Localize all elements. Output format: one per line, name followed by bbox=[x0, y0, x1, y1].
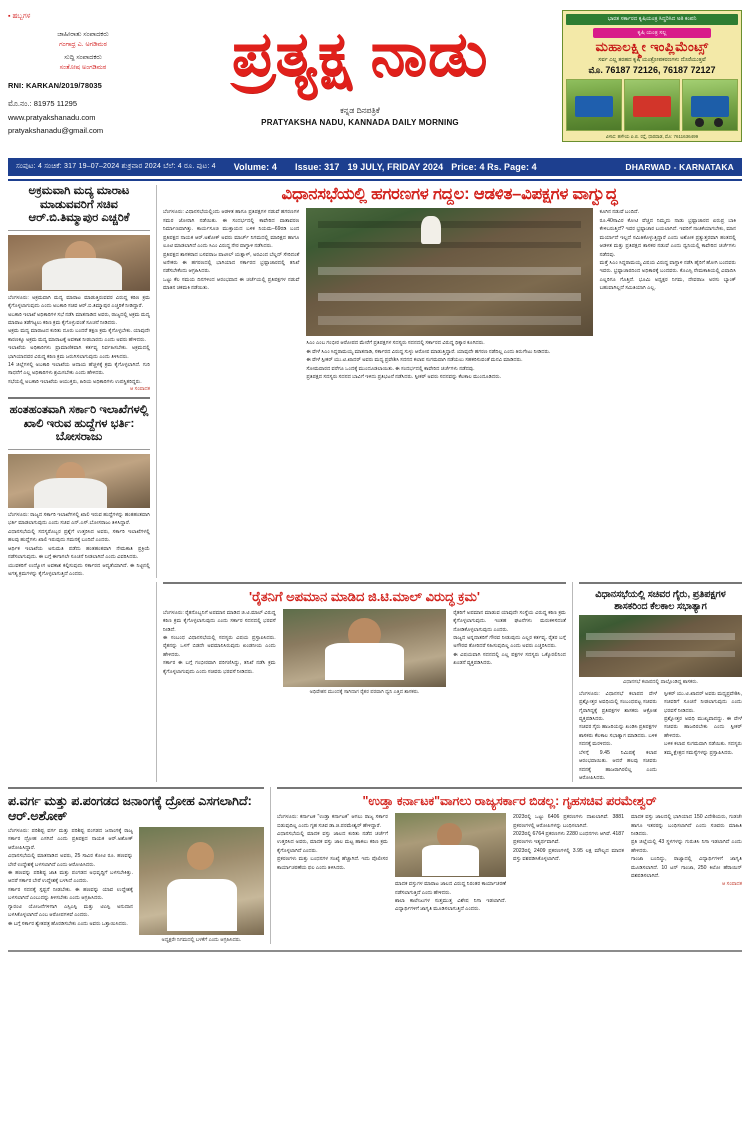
udta-c2-p2: ಶಾಲಾ ಕಾಲೇಜುಗಳ ಸುತ್ತಮುತ್ತ ವಿಶೇಷ ನಿಗಾ ಇಡಲಾಗಿದೆ. ವಿದ್ಯಾರ್ಥಿಗಳಿಗೆ ಜಾಗೃತಿ ಮೂಡಿಸಲಾಗುತ್ತಿದೆ ಎಂದರು. bbox=[395, 898, 506, 913]
strip-date: 19 JULY, FRIDAY 2024 bbox=[347, 162, 444, 172]
speaker-photo bbox=[283, 609, 447, 687]
gt-c1-p1: ಬೆಂಗಳೂರು: ರೈತನೊಬ್ಬನಿಗೆ ಅಪಮಾನ ಮಾಡಿದ ಜಿ.ಟಿ.ಮಾಲ್ ವಿರುದ್ಧ ಕಠಿಣ ಕ್ರಮ ಕೈಗೊಳ್ಳಲಾಗುವುದು ಎಂದು ಸರ್ಕಾರ ಸದನದಲ್ಲಿ ಭರವಸೆ ನೀಡಿದೆ. bbox=[163, 609, 276, 633]
divider bbox=[163, 582, 566, 584]
left-story1-p4: ಇಲಾಖೆಯ ಅಧಿಕಾರಿಗಳು ಪ್ರಾಮಾಣಿಕವಾಗಿ ಕರ್ತವ್ಯ ನಿರ್ವಹಿಸಬೇಕು. ಅಕ್ರಮದಲ್ಲಿ ಭಾಗಿಯಾದವರ ವಿರುದ್ಧ ಕಠಿಣ ಕ್ರಮ ಜರುಗಿಸಲಾಗುವುದು ಎಂದು ತಿಳಿಸಿದರು. bbox=[8, 345, 150, 360]
gt-mall-columns bbox=[163, 609, 566, 696]
ashok-c2-p1: ಸರ್ಕಾರ ಸದನಕ್ಕೆ ಸ್ಪಷ್ಟನೆ ನೀಡಬೇಕು. ಈ ಹಣವನ್ನು ಯಾವ ಉದ್ದೇಶಕ್ಕೆ ಬಳಸಲಾಗಿದೆ ಎಂಬುದನ್ನು ತಿಳಿಸಬೇಕು ಎಂದು ಆಗ್ರಹಿಸಿದರು. bbox=[8, 886, 133, 902]
masthead-left-info bbox=[8, 6, 158, 137]
ashok-c1-p2: ವಿಧಾನಸಭೆಯಲ್ಲಿ ಮಾತನಾಡಿದ ಅವರು, 25 ಸಾವಿರ ಕೋಟಿ ರೂ. ಹಣವನ್ನು ಬೇರೆ ಉದ್ದೇಶಕ್ಕೆ ಬಳಸಲಾಗಿದೆ ಎಂದು ಆರೋಪಿಸಿದರು. bbox=[8, 853, 133, 868]
abs-c1-p2: ಸಚಿವರ ಗೈರು ಹಾಜರಿಯನ್ನು ಖಂಡಿಸಿ ಪ್ರತಿಪಕ್ಷಗಳ ಶಾಸಕರು ಕೆಲಕಾಲ ಸಭಾತ್ಯಾಗ ಮಾಡಿದರು. ಬಳಿಕ ಸದನಕ್ಕೆ ಮರಳಿದರು. bbox=[579, 724, 657, 748]
row-one bbox=[8, 185, 742, 578]
udta-c4-p3: ಗಾಂಜಾ ಬಂದಿದ್ದು, ರಾಜ್ಯಾದಲ್ಲಿ ವಿದ್ಯಾರ್ಥಿಗಳಿಗೆ ಜಾಗೃತಿ ಮೂಡಿಸಲಾಗಿದೆ. 10 ಟನ್ ಗಾಂಜಾ, 250 ಕಿಲೋ ಹೆರಾಯಿನ್ ವಶಪಡಿಸಲಾಗಿದೆ. bbox=[631, 856, 742, 880]
lead-c2-p1: ಸಿಎಂ ಎಂಬ ಗಂಭೀರ ಆರೋಪದ ಮೇರೆಗೆ ಪ್ರತಿಪಕ್ಷಗಳ ಸದಸ್ಯರು ಸದನದಲ್ಲಿ ಸರ್ಕಾರದ ವಿರುದ್ಧ ಧಿಕ್ಕಾರ ಕೂಗಿದರು. bbox=[306, 340, 485, 347]
udta-col-1 bbox=[277, 813, 388, 914]
abs-c2-p2: ಪ್ರಶ್ನೋತ್ತರ ಅವಧಿ ಮುಖ್ಯವಾದದ್ದು. ಈ ವೇಳೆ ಸಚಿವರು ಹಾಜರಿರಬೇಕು ಎಂದು ಸ್ಪೀಕರ್ ಹೇಳಿದರು. bbox=[664, 716, 742, 739]
ad-image-trailer bbox=[682, 79, 738, 131]
gt-c2-p1: ರೈತರಿಗೆ ಅಪಮಾನ ಮಾಡುವ ಯಾವುದೇ ಸಂಸ್ಥೆಯ ವಿರುದ್ಧ ಕಠಿಣ ಕ್ರಮ ಕೈಗೊಳ್ಳಲಾಗುವುದು. ಇಂತಹ ಘಟನೆಗಳು ಮರುಕಳಿಸದಂತೆ ನೋಡಿಕೊಳ್ಳಲಾಗುವುದು ಎಂದರು. bbox=[453, 609, 566, 633]
lead-photo-column bbox=[306, 208, 592, 381]
lead-c4-p2: ರೂ.40ಸಾವಿರ ಕೋಟಿ ವೆಚ್ಚದ ನಿಮ್ಮದು ನಾಡು ಭ್ರಷ್ಟಾಚಾರದ ಏರುಪ್ರ ಬಾಕಿ ಕೇಳಿಬರುತ್ತಿದೆ? ಇವರ ಭ್ರಷ್ಟಾಚಾರ ಬಯಲಾಗಿದೆ. ಇವರಿಗೆ ನಾಚಿಕೆಯಾಗಬೇಕು, ಮಾನ ಮರ್ಯಾದೆ ಇಲ್ಲದೆ ಸಮಿತಿಕೊಳ್ಳುತ್ತಿದ್ದಾರೆ ಎಂದು ಅಶೋಕ ಪ್ರತ್ಯುತ್ತರವಾಗಿ ಹಂತದಲ್ಲಿ ಆಡಳಿತ ಮತ್ತು ಪ್ರತಿಪಕ್ಷದ ಶಾಸಕರ ನಡುವೆ ಎಂದು ಧ್ವನಿಯಲ್ಲಿ ಕಾವೇರಿದ ಚರ್ಚೆಗಳು ನಡೆದವು. bbox=[599, 217, 736, 258]
lead-c2-p3: ಈ ವೇಳೆ ಸ್ಪೀಕರ್ ಯು.ಟಿ.ಖಾದರ್ ಅವರು ಮಧ್ಯ ಪ್ರವೇಶಿಸಿ ಸದನದ ಕಲಾಪ ಸುಗಮವಾಗಿ ನಡೆಯಲು ಸಹಕರಿಸುವಂತೆ ಮನವಿ ಮಾಡಿದರು. bbox=[306, 357, 523, 364]
left-story2-photo bbox=[8, 454, 150, 508]
masthead-bullet: ▪ ಹಬ್ಬಗಳ bbox=[8, 13, 31, 20]
left-story2-p4: ಯುವಕರಿಗೆ ಉದ್ಯೋಗ ಅವಕಾಶ ಕಲ್ಪಿಸುವುದು ಸರ್ಕಾರದ ಆದ್ಯತೆಯಾಗಿದೆ. ಈ ನಿಟ್ಟಿನಲ್ಲಿ ಅಗತ್ಯ ಕ್ರಮಗಳನ್ನು ಕೈಗೊಳ್ಳಲಾಗುತ್ತಿದೆ ಎಂದರು. bbox=[8, 562, 150, 577]
footer-rule bbox=[8, 950, 742, 952]
lead-c3-p2: ಪ್ರತಿಪಕ್ಷದ ಸದಸ್ಯರು ಸದನದ ಬಾವಿಗೆ ಇಳಿದು ಪ್ರತಿಭಟನೆ ನಡೆಸಿದರು. ಸ್ಪೀಕರ್ ಅವರು ಸದನವನ್ನು ಕೆಲಕಾಲ ಮುಂದೂಡಿದರು. bbox=[306, 374, 502, 381]
ad-address: ವಿಳಾಸ: ಹಳೇಯ ಪಿ.ಬಿ. ರಸ್ತೆ, ಧಾರವಾಡ, ಮೊ: 7611636499 bbox=[605, 133, 699, 139]
email-link[interactable]: pratyakshanadu@gmail.com bbox=[8, 125, 104, 135]
udta-story bbox=[270, 787, 742, 944]
tagline-english: PRATYAKSHA NADU, KANNADA DAILY MORNING bbox=[261, 118, 459, 127]
absence-columns bbox=[579, 690, 742, 783]
ad-top-banner: ಭಾರತ ಸರ್ಕಾರದ ಕೃಷಿಯಂತ್ರ ಸಿದ್ಧರಿಸಿದ ಅತಿ ಕಂಪನಿ bbox=[566, 14, 738, 25]
masthead-contact bbox=[8, 97, 158, 136]
ad-box bbox=[562, 10, 742, 142]
udta-col-4 bbox=[631, 813, 742, 914]
abs-c2-p1: ಸ್ಪೀಕರ್ ಯು.ಟಿ.ಖಾದರ್ ಅವರು ಮಧ್ಯಪ್ರವೇಶಿಸಿ, ಸಚಿವರಿಗೆ ಸೂಚನೆ ನೀಡಲಾಗುವುದು ಎಂದು ಭರವಸೆ ನೀಡಿದರು. bbox=[664, 690, 742, 714]
news-editor-name: ಸಂತೋಷ ಅಂಗಡಿಮಠ bbox=[59, 64, 107, 72]
divider bbox=[8, 397, 150, 399]
ad-image-rotavator bbox=[624, 79, 680, 131]
left-story1-p2: ಅಬಕಾರಿ ಇಲಾಖೆ ಅಧಿಕಾರಿಗಳ ಸಭೆ ನಡೆಸಿ ಮಾತನಾಡಿದ ಅವರು, ರಾಜ್ಯದಲ್ಲಿ ಅಕ್ರಮ ಮದ್ಯ ಮಾರಾಟ ತಡೆಗಟ್ಟಲು ಕಠಿಣ ಕ್ರಮ ಕೈಗೊಳ್ಳುವಂತೆ ಸೂಚನೆ ನೀಡಿದರು. bbox=[8, 311, 150, 326]
minister-photo bbox=[395, 813, 506, 877]
gt-mall-caption: ಅಧಿವೇಶನ ಮುಂದಕ್ಕೆ ಸಾಗಿದಾಗ ರೈತರ ಪರವಾಗಿ ಧ್ವನಿ ಎತ್ತಿದ ಶಾಸಕರು. bbox=[309, 688, 420, 695]
row-three bbox=[8, 787, 742, 944]
left-story1-p6: ಸಭೆಯಲ್ಲಿ ಅಬಕಾರಿ ಇಲಾಖೆಯ ಆಯುಕ್ತರು, ಹಿರಿಯ ಅಧಿಕಾರಿಗಳು ಉಪಸ್ಥಿತರಿದ್ದರು. bbox=[8, 378, 142, 385]
ad-description: ಸರ್ವ ಎಲ್ಲ ತರಹದ ಕೃಷಿ ಯಂತ್ರೋಪಕರಣಗಳು ದೊರೆಯುತ್ತವೆ bbox=[598, 56, 706, 63]
news-editor-label: ಸುದ್ದಿ ಸಂಪಾದಕರು bbox=[64, 54, 102, 62]
gt-c2-p3: ಈ ವಿಷಯವಾಗಿ ಸದನದಲ್ಲಿ ಎಲ್ಲ ಪಕ್ಷಗಳ ಸದಸ್ಯರು ಒಕ್ಕೊರಲಿನಿಂದ ಖಂಡನೆ ವ್ಯಕ್ತಪಡಿಸಿದರು. bbox=[453, 651, 566, 667]
ashok-c1-p1: ಬೆಂಗಳೂರು: ಪರಿಶಿಷ್ಟ ವರ್ಗ ಮತ್ತು ಪರಿಶಿಷ್ಟ ಪಂಗಡದ ಜನಾಂಗಕ್ಕೆ ರಾಜ್ಯ ಸರ್ಕಾರ ದ್ರೋಹ ಎಸಗಿದೆ ಎಂದು ಪ್ರತಿಪಕ್ಷದ ನಾಯಕ ಆರ್.ಅಶೋಕ್ ಆರೋಪಿಸಿದ್ದಾರೆ. bbox=[8, 827, 133, 851]
masthead-editors bbox=[8, 30, 158, 73]
ashok-photo-column bbox=[139, 827, 264, 944]
lead-c2-p2: ಈ ವೇಳೆ ಸಿಎಂ ಸಿದ್ದರಾಮಯ್ಯ ಮಾತನಾಡಿ, ಸರ್ಕಾರದ ವಿರುದ್ಧ ಸುಳ್ಳು ಆರೋಪ ಮಾಡುತ್ತಿದ್ದಾರೆ. ಯಾವುದೇ ಹಗರಣ ನಡೆದಿಲ್ಲ ಎಂದು ತಿರುಗೇಟು ನೀಡಿದರು. bbox=[306, 348, 551, 355]
lead-story bbox=[156, 185, 742, 578]
gt-mall-story bbox=[156, 582, 572, 782]
udta-headline: "ಉಡ್ತಾ ಕರ್ನಾಟಕ"ವಾಗಲು ರಾಜ್ಯಸರ್ಕಾರ ಬಿಡಲ್ಲ: ಗೃಹಸಚಿವ ಪರಮೇಶ್ವರ್ bbox=[362, 794, 657, 809]
left-story1-signature: ಆ ಸಂಪಾದಕ bbox=[129, 386, 150, 393]
absence-photo bbox=[579, 615, 742, 677]
top-rule bbox=[8, 179, 742, 181]
divider bbox=[579, 582, 742, 584]
strip-volume: Volume: 4 bbox=[233, 162, 277, 172]
row-two bbox=[8, 582, 742, 782]
ashok-photo bbox=[139, 827, 264, 935]
newspaper-logo: ಪ್ರತ್ಯಕ್ಷ ನಾಡು bbox=[231, 20, 489, 89]
ad-title: ಮಹಾಲಕ್ಷ್ಮೀ ಇಂಪ್ಲಿಮೆಂಟ್ಸ್ bbox=[595, 39, 709, 54]
gt-col-1 bbox=[163, 609, 276, 696]
masthead-logo-area bbox=[158, 6, 562, 127]
lead-story-columns bbox=[163, 208, 736, 381]
gt-photo-column bbox=[283, 609, 447, 696]
ashok-story bbox=[8, 787, 270, 944]
lead-c3-p1: ಸೋಮವಾರದ ವರೆಗೂ ಒಂದಕ್ಕೆ ಮುಂದೂಡಲಾಯಿತು. ಈ ಸಂದರ್ಭದಲ್ಲಿ ಕಾವೇರಿದ ಚರ್ಚೆಗಳು ನಡೆದವು. bbox=[306, 365, 475, 372]
ashok-columns bbox=[8, 827, 264, 944]
udta-c3-p1: 2023ರಲ್ಲಿ ಒಟ್ಟು 6406 ಪ್ರಕರಣಗಳು ದಾಖಲಾಗಿವೆ. 3881 ಪ್ರಕರಣಗಳಲ್ಲಿ ಆರೋಪಿಗಳನ್ನು ಬಂಧಿಸಲಾಗಿದೆ. bbox=[513, 814, 624, 829]
lead-c4-p3: ಮತ್ತೆ ಸಿಎಂ ಸಿದ್ದರಾಮಯ್ಯ ವಿಷಯ ವಿರುದ್ಧ ವಾಗ್ದಾಳಿ ನಡೆಸಿ ಹೈರಿಗೆ ಹೋಗಿ ಬಂದವರು ಇವರು. ಭ್ರಷ್ಟಾಚಾರದಿಂದ ಅಧಿಕಾರಕ್ಕೆ ಬಂದವರು. ಕೊಎಸ್ಸಿ ನೇಮಕಾತಿಯಲ್ಲಿ ವಿಷಾದಿಸಿ ಎಲ್ಲರಿಗೂ ಗೊತ್ತಿದೆ. ಭೂಮಿ ಅಧ್ಯಕ್ಷರ ನಿಗಮ, ದೇವರಾಜ ಅರಸು ಬ್ಯಾಂಕ್ ಬಹುವಾಗಿಲ್ಲದೆ ಸಮಿತಿಯಾಗಿ ಎಲ್ಲ. bbox=[599, 260, 736, 292]
absence-story bbox=[572, 582, 742, 782]
lead-c1-p3: ಒಟ್ಟು ಕೆಲ ಸಮಯ ದಿನಗಳಿಂದ ಆರಂಭವಾದ ಈ ಚರ್ಚೆಯಲ್ಲಿ ಪ್ರತಿಪಕ್ಷಗಳ ನಡುವೆ ಮಾತಿನ ಚಕಮಕಿ ನಡೆಯಿತು. bbox=[163, 276, 300, 292]
left-story1-photo bbox=[8, 235, 150, 291]
strip-kannada-info: ಸಂಪುಟ: 4 ಸಂಚಿಕೆ: 317 19–07–2024 ಶುಕ್ರವಾರ 2024 ಬೆಲೆ: 4 ರೂ. ಪುಟ: 4 bbox=[16, 163, 216, 170]
left-story1-p1: ಬೆಂಗಳೂರು: ಅಕ್ರಮವಾಗಿ ಮದ್ಯ ಮಾರಾಟ ಮಾಡುತ್ತಿರುವವರ ವಿರುದ್ಧ ಕಠಿಣ ಕ್ರಮ ಕೈಗೊಳ್ಳಲಾಗುವುದು ಎಂದು ಅಬಕಾರಿ ಸಚಿವ ಆರ್.ಬಿ.ತಿಮ್ಮಾಪುರ ಎಚ್ಚರಿಕೆ ನೀಡಿದ್ದಾರೆ. bbox=[8, 294, 150, 310]
abs-c1-p3: ಬೆಳಗ್ಗೆ 9.45 ನಿಮಿಷಕ್ಕೆ ಕಲಾಪ ಆರಂಭವಾಯಿತು. ಆದರೆ ಹಲವು ಸಚಿವರು ಸದನಕ್ಕೆ ಹಾಜರಾಗಿರಲಿಲ್ಲ ಎಂದು ಆರೋಪಿಸಿದರು. bbox=[579, 749, 657, 782]
udta-c4-p1: ಮಾದಕ ವಸ್ತು ಜಾಲದಲ್ಲಿ ಭಾಗಿಯಾದ 150 ವಿದೇಶಿಯರು, ಗುಡಚೇ ಹಾಗೂ ಇತರರನ್ನು ಬಂಧಿಸಲಾಗಿದೆ ಎಂದು ಸಚಿವರು ಮಾಹಿತಿ ನೀಡಿದರು. bbox=[631, 814, 742, 838]
strip-place: DHARWAD - KARNATAKA bbox=[625, 162, 734, 172]
left-story2-p3: ಆರ್ಥಿಕ ಇಲಾಖೆಯ ಅನುಮತಿ ಪಡೆದು ಹಂತಹಂತವಾಗಿ ನೇಮಕಾತಿ ಪ್ರಕ್ರಿಯೆ ನಡೆಸಲಾಗುವುದು. ಈ ಬಗ್ಗೆ ಈಗಾಗಲೇ ಸೂಚನೆ ನೀಡಲಾಗಿದೆ ಎಂದು ವಿವರಿಸಿದರು. bbox=[8, 545, 150, 561]
udta-c4-p2: ಪ್ರತಿ ಜಿಲ್ಲೆಯಲ್ಲಿ 43 ಸ್ಥಳಗಳನ್ನು ಗುರುತಿಸಿ ನಿಗಾ ಇಡಲಾಗಿದೆ ಎಂದು ಹೇಳಿದರು. bbox=[631, 839, 742, 854]
ashok-col-1 bbox=[8, 827, 133, 944]
ad-product-images bbox=[566, 79, 738, 131]
lead-col-4 bbox=[600, 208, 736, 381]
left-story2-p1: ಬೆಂಗಳೂರು: ರಾಜ್ಯದ ಸರ್ಕಾರಿ ಇಲಾಖೆಗಳಲ್ಲಿ ಖಾಲಿ ಇರುವ ಹುದ್ದೆಗಳನ್ನು ಹಂತಹಂತವಾಗಿ ಭರ್ತಿ ಮಾಡಲಾಗುವುದು ಎಂದು ಸಚಿವ ಎನ್.ಎಸ್.ಬೋಸರಾಜು ತಿಳಿಸಿದ್ದಾರೆ. bbox=[8, 512, 150, 527]
masthead bbox=[8, 0, 742, 156]
gt-c1-p3: ಸರ್ಕಾರ ಈ ಬಗ್ಗೆ ಗಂಭೀರವಾಗಿ ಪರಿಗಣಿಸಿದ್ದು, ತನಿಖೆ ನಡೆಸಿ ಕ್ರಮ ಕೈಗೊಳ್ಳಲಾಗುವುದು ಎಂದು ಸಚಿವರು ಭರವಸೆ ನೀಡಿದರು. bbox=[163, 660, 276, 675]
assembly-hall-photo bbox=[306, 208, 592, 336]
ashok-headline: ಪ.ವರ್ಗ ಮತ್ತು ಪ.ಪಂಗಡದ ಜನಾಂಗಕ್ಕೆ ದ್ರೋಹ ಎಸಗಲಾಗಿದೆ: ಆರ್.ಅಶೋಕ್ bbox=[8, 794, 252, 824]
udta-c3-p3: 2023ರಲ್ಲಿ 2409 ಪ್ರಕರಣಗಳಲ್ಲಿ 3.95 ಲಕ್ಷ ಮೌಲ್ಯದ ಮಾದಕ ವಸ್ತು ವಶಪಡಿಸಿಕೊಳ್ಳಲಾಗಿದೆ. bbox=[513, 847, 624, 863]
ad-phone: ಮೊ. 76187 72126, 76187 72127 bbox=[588, 64, 716, 75]
abs-c2-p3: ಬಳಿಕ ಕಲಾಪ ಸುಗಮವಾಗಿ ನಡೆಯಿತು. ಸದಸ್ಯರು ತಮ್ಮ ಕ್ಷೇತ್ರದ ಸಮಸ್ಯೆಗಳನ್ನು ಪ್ರಸ್ತಾಪಿಸಿದರು. bbox=[664, 741, 742, 756]
udta-c1-p3: ಪ್ರಕರಣಗಳು ಮತ್ತು ಬಂಧನಗಳ ಸಂಖ್ಯೆ ಹೆಚ್ಚಾಗಿದೆ. ಇದು ಪೊಲೀಸರ ಕಾರ್ಯಾಚರಣೆಯ ಫಲ ಎಂದು ತಿಳಿಸಿದರು. bbox=[277, 856, 388, 871]
ashok-c2-p3: ಈ ಬಗ್ಗೆ ಸರ್ಕಾರ ಶ್ವೇತಪತ್ರ ಹೊರಡಿಸಬೇಕು ಎಂದು ಅವರು ಒತ್ತಾಯಿಸಿದರು. bbox=[8, 920, 128, 927]
left-story1-p3: ಅಕ್ರಮ ಮದ್ಯ ಮಾರಾಟದ ಕುರಿತು ದೂರು ಬಂದರೆ ತಕ್ಷಣ ಕ್ರಮ ಕೈಗೊಳ್ಳಬೇಕು. ಯಾವುದೇ ಕಾರಣಕ್ಕೂ ಅಕ್ರಮ ಮದ್ಯ ಮಾರಾಟಕ್ಕೆ ಅವಕಾಶ ನೀಡಬಾರದು ಎಂದು ಅವರು ಹೇಳಿದರು. bbox=[8, 328, 150, 343]
phone-line: ಮೊ.ನಂ.: 81975 11295 bbox=[8, 99, 77, 109]
gt-col-2 bbox=[453, 609, 566, 696]
lead-c1-p2: ಪ್ರತಿಪಕ್ಷದ ಶಾಸಕರಾದ ಬಸವರಾಜ ಪಾಟೀಲ್ ಯತ್ನಾಳ್, ಅರವಿಂದ ಬೆಲ್ಲದ್ ಸೇರಿದಂತೆ ಅನೇಕರು ಈ ಹಗರಣದಲ್ಲಿ ಭಾಗಿಯಾದ ಸರ್ಕಾರದ ಭ್ರಷ್ಟಾಚಾರದಲ್ಲಿ ತನಿಖೆ ನಡೆಸಬೇಕೆಂದು ಆಗ್ರಹಿಸಿದರು. bbox=[163, 251, 300, 275]
abs-col-2 bbox=[664, 690, 742, 783]
udta-c3-p2: 2023ರಲ್ಲಿ 6764 ಪ್ರಕರಣಗಳು 2280 ಬಂಧನಗಳು ಆಗಿವೆ. 4187 ಪ್ರಕರಣಗಳು ಇತ್ಯರ್ಥವಾಗಿವೆ. bbox=[513, 831, 624, 846]
lead-story-headline: ವಿಧಾನಸಭೆಯಲ್ಲಿ ಹಗರಣಗಳ ಗದ್ದಲ: ಆಡಳಿತ–ವಿಪಕ್ಷಗಳ ವಾಗ್ವುದ್ಧ bbox=[281, 185, 618, 203]
gt-mall-headline: 'ರೈತನಿಗೆ ಅಪಮಾನ ಮಾಡಿದ ಜಿ.ಟಿ.ಮಾಲ್ ವಿರುದ್ಧ ಕ್ರಮ' bbox=[249, 589, 480, 605]
udta-columns bbox=[277, 813, 742, 914]
abs-col-1 bbox=[579, 690, 657, 783]
strip-price: Price: 4 Rs. Page: 4 bbox=[451, 162, 537, 172]
gt-c2-p2: ರಾಜ್ಯದ ಅನ್ನದಾತರಿಗೆ ಗೌರವ ನೀಡುವುದು ಎಲ್ಲರ ಕರ್ತವ್ಯ. ರೈತರ ಬಗ್ಗೆ ಅಗೌರವ ತೋರಿದರೆ ಸಹಿಸುವುದಿಲ್ಲ ಎಂದು ಅವರು ಎಚ್ಚರಿಸಿದರು. bbox=[453, 634, 566, 650]
lead-col-1 bbox=[163, 208, 299, 381]
udta-col-3 bbox=[513, 813, 624, 914]
ad-pink-banner: ಕೃಷಿ ಯಂತ್ರ ಸಲ್ಲ bbox=[593, 28, 712, 38]
left-story1-p5: 14 ಜಿಲ್ಲೆಗಳಲ್ಲಿ ಅಬಕಾರಿ ಇಲಾಖೆಯ ಆದಾಯ ಹೆಚ್ಚಳಕ್ಕೆ ಕ್ರಮ ಕೈಗೊಳ್ಳಲಾಗಿದೆ. ಗುರಿ ಸಾಧನೆಗೆ ಎಲ್ಲ ಅಧಿಕಾರಿಗಳು ಶ್ರಮಿಸಬೇಕು ಎಂದು ಹೇಳಿದರು. bbox=[8, 362, 150, 377]
udta-c1-p2: ವಿಧಾನಸಭೆಯಲ್ಲಿ ಮಾದಕ ವಸ್ತು ಜಾಲದ ಕುರಿತು ನಡೆದ ಚರ್ಚೆಗೆ ಉತ್ತರಿಸಿದ ಅವರು, ಮಾದಕ ವಸ್ತು ಜಾಲ ಮಟ್ಟ ಹಾಕಲು ಕಠಿಣ ಕ್ರಮ ಕೈಗೊಳ್ಳಲಾಗಿದೆ ಎಂದರು. bbox=[277, 831, 388, 854]
left-story2-p2: ವಿಧಾನಸಭೆಯಲ್ಲಿ ಸದಸ್ಯರೊಬ್ಬರ ಪ್ರಶ್ನೆಗೆ ಉತ್ತರಿಸಿದ ಅವರು, ಸರ್ಕಾರಿ ಇಲಾಖೆಗಳಲ್ಲಿ ಹಲವು ಹುದ್ದೆಗಳು ಖಾಲಿ ಇರುವುದು ಗಮನಕ್ಕೆ ಬಂದಿದೆ ಎಂದರು. bbox=[8, 528, 150, 544]
ashok-c1-p3: ಈ ಹಣವನ್ನು ಪರಿಶಿಷ್ಟ ಜಾತಿ ಮತ್ತು ಪಂಗಡದ ಅಭಿವೃದ್ಧಿಗೆ ಬಳಸಬೇಕಿತ್ತು. ಆದರೆ ಸರ್ಕಾರ ಬೇರೆ ಉದ್ದೇಶಕ್ಕೆ ಬಳಸಿದೆ ಎಂದರು. bbox=[8, 870, 133, 885]
absence-caption: ವಿಧಾನಸಭೆ ಕಲಾಪದಲ್ಲಿ ಪಾಲ್ಗೊಂಡಿದ್ದ ಶಾಸಕರು. bbox=[623, 678, 698, 685]
abs-c1-p1: ಬೆಂಗಳೂರು: ವಿಧಾನಸಭೆ ಕಲಾಪದ ವೇಳೆ ಪ್ರಶ್ನೋತ್ತರ ಅವಧಿಯಲ್ಲಿ ಸಂಬಂಧಪಟ್ಟ ಸಚಿವರು ಗೈರಾಗಿದ್ದಕ್ಕೆ ಪ್ರತಿಪಕ್ಷಗಳ ಶಾಸಕರು ಆಕ್ರೋಶ ವ್ಯಕ್ತಪಡಿಸಿದರು. bbox=[579, 690, 657, 723]
divider bbox=[8, 230, 150, 231]
ad-editor-name: ಗಂಗಾಧ್ರ ಎ. ಅಗಡಿಮಠ bbox=[59, 40, 107, 48]
left-sidebar-column bbox=[8, 185, 156, 578]
ashok-c2-p2: ಗ್ಯಾರಂಟಿ ಯೋಜನೆಗಳಿಗಾಗಿ ಎಸ್ಸಿಎಸ್ಪಿ ಮತ್ತು ಟಿಎಸ್ಪಿ ಅನುದಾನ ಬಳಸಿಕೊಳ್ಳಲಾಗಿದೆ ಎಂಬ ಆರೋಪಗಳಿವೆ ಎಂದರು. bbox=[8, 903, 133, 919]
divider bbox=[8, 449, 150, 450]
left-story2-headline: ಹಂತಹಂತವಾಗಿ ಸರ್ಕಾರಿ ಇಲಾಖೆಗಳಲ್ಲಿ ಖಾಲಿ ಇರುವ ಹುದ್ದೆಗಳ ಭರ್ತಿ: ಬೋಸರಾಜು bbox=[9, 404, 149, 444]
udta-c2-p1: ಮಾದಕ ವಸ್ತುಗಳ ಮಾರಾಟ ಜಾಲದ ವಿರುದ್ಧ ನಿರಂತರ ಕಾರ್ಯಾಚರಣೆ ನಡೆಸಲಾಗುತ್ತಿದೆ ಎಂದು ಹೇಳಿದರು. bbox=[395, 881, 506, 896]
lead-c4-p1: ಕೂಗಿನ ನಡುವೆ ಬಂದಿದೆ. bbox=[599, 209, 640, 216]
gt-c1-p2: ಈ ಸಂಬಂಧ ವಿಧಾನಸಭೆಯಲ್ಲಿ ಸದಸ್ಯರು ವಿಷಯ ಪ್ರಸ್ತಾಪಿಸಿದರು. ರೈತನನ್ನು ಒಳಗೆ ಬಿಡದೇ ಅವಮಾನಿಸಿರುವುದು ಖಂಡನೀಯ ಎಂದು ಹೇಳಿದರು. bbox=[163, 634, 276, 658]
left-story1-headline: ಅಕ್ರಮವಾಗಿ ಮದ್ಯ ಮಾರಾಟ ಮಾಡುವವರಿಗೆ ಸಚಿವ ಆರ್.ಬಿ.ತಿಮ್ಮಾಪುರ ಎಚ್ಚರಿಕೆ bbox=[28, 185, 130, 225]
issue-info-strip bbox=[8, 158, 742, 176]
divider bbox=[8, 787, 264, 789]
udta-photo-column bbox=[395, 813, 506, 914]
lead-c1-p1: ಬೆಂಗಳೂರು: ವಿಧಾನಸಭೆಯಲ್ಲಿಂದು ಆಡಳಿತ ಹಾಗೂ ಪ್ರತಿಪಕ್ಷಗಳ ನಡುವೆ ಹಗರಣಗಳ ಸಮರ ಜೋರಾಗಿ ನಡೆಯಿತು. ಈ ಸಂದರ್ಭದಲ್ಲಿ ಕಾವೇರಿದ ವಾತಾವರಣ ನಿರ್ಮಾಣವಾಗಿತ್ತು. ಕಾರ್ಯಸೂಚಿ ಮುಕ್ತಾಯದ ಬಳಿಕ ನಿಯಮ–69ರಡಿ ಬಂದ ಪ್ರತಿಪಕ್ಷದ ನಾಯಕ ಆರ್.ಅಶೋಕ್ ಅವರು ಮಾರ್ಚ್ ನಿಗಮದಲ್ಲಿ ಮಾರಿಕ್ಷದ ಹಾಗೂ ಲೂಟಿ ಮಾಡಲಾಗಿದೆ ಎಂದು ಸಿಎಂ ವಿರುದ್ಧ ನೇರ ವಾಗ್ದಾಳಿ ನಡೆಸಿದರು. bbox=[163, 209, 300, 250]
divider bbox=[277, 787, 742, 789]
rni-number: RNI: KARKAN/2019/78035 bbox=[8, 80, 102, 90]
ad-image-plough bbox=[566, 79, 622, 131]
absence-headline: ವಿಧಾನಸಭೆಯಲ್ಲಿ ಸಚಿವರ ಗೈರು, ಪ್ರತಿಪಕ್ಷಗಳ ಶಾಸಕರಿಂದ ಕೆಲಕಾಲ ಸಭಾತ್ಯಾಗ bbox=[595, 589, 726, 612]
masthead-advertisement[interactable] bbox=[562, 10, 742, 142]
ashok-caption: ಅಧ್ಯಕ್ಷರೇ ನಿಗಮದಲ್ಲಿ ಬಳಕೆಗೆ ಎಂದು ಆಗ್ರಹಿಸಿದರು. bbox=[161, 936, 242, 943]
ad-editor-label: ಜಾಹೀರಾತು ಸಂಪಾದಕರು bbox=[57, 30, 109, 38]
strip-issue: Issue: 317 bbox=[294, 162, 340, 172]
website-link[interactable]: www.pratyakshanadu.com bbox=[8, 112, 96, 122]
udta-c1-p1: ಬೆಂಗಳೂರು: ಕರ್ನಾಟಕ "ಉಡ್ತಾ ಕರ್ನಾಟಕ" ಆಗಲು ರಾಜ್ಯ ಸರ್ಕಾರ ಬಿಡುವುದಿಲ್ಲ ಎಂದು ಗೃಹ ಸಚಿವ ಡಾ.ಜಿ.ಪರಮೇಶ್ವರ್ ಹೇಳಿದ್ದಾರೆ. bbox=[277, 814, 388, 829]
tagline-kannada: ಕನ್ನಡ ದಿನಪತ್ರಿಕೆ bbox=[340, 106, 380, 115]
udta-signature: ಆ ಸಂಪಾದಕ bbox=[721, 880, 742, 887]
